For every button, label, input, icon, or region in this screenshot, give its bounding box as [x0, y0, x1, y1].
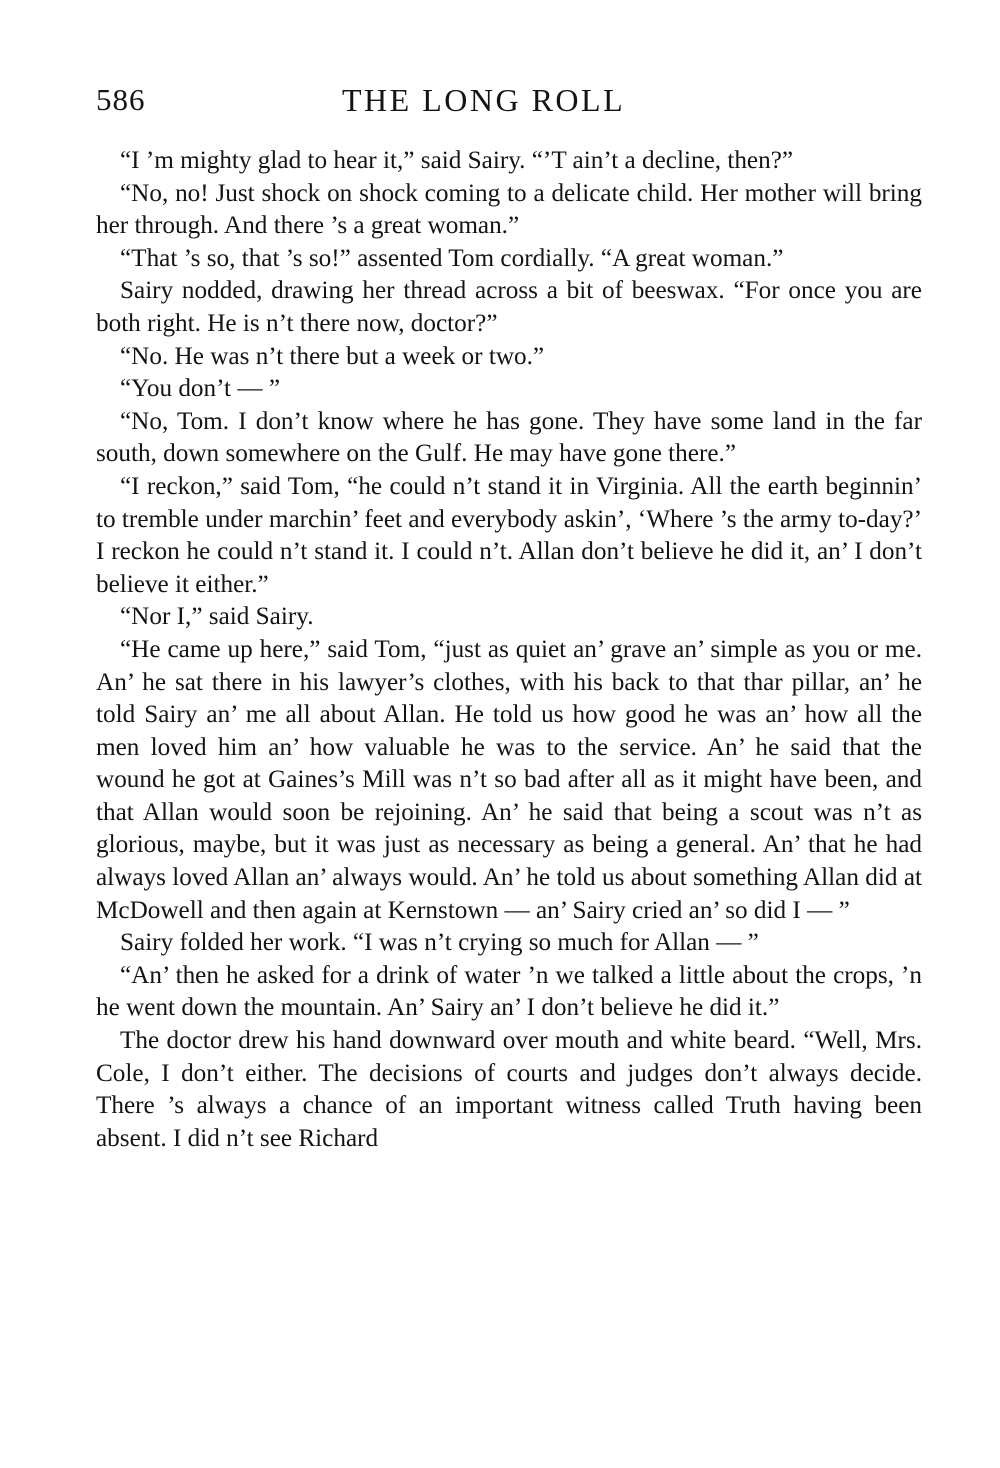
paragraph: “You don’t — ”: [120, 375, 281, 403]
paragraph: “No. He was n’t there but a week or two.”: [120, 342, 545, 370]
paragraph: “I ’m mighty glad to hear it,” said Sairy. “’T ain’t a decline, then?”: [120, 147, 794, 174]
running-title: THE LONG ROLL: [342, 82, 626, 118]
paragraph: “An’ then he asked for a drink of water ’n we talked a little about the crops, ’n he went down the mountain. An’ Sairy an’ I don’t believe he did it.”: [96, 961, 922, 1022]
book-page: [96, 82, 922, 1155]
paragraph: “I reckon,” said Tom, “he could n’t stand it in Virginia. All the earth beginnin’ to tremble under marchin’ feet and everybody askin’, ‘Where ’s the army to-day?’ I reckon he could n’t stand it. I could n’t. Allan don’t believe he did it, an’ I don’t believe it either.”: [96, 472, 922, 598]
paragraph: “Nor I,” said Sairy.: [120, 603, 314, 631]
body-text: [96, 145, 922, 1155]
paragraph: Sairy folded her work. “I was n’t crying so much for Allan — ”: [120, 929, 759, 957]
paragraph: The doctor drew his hand downward over mouth and white beard. “Well, Mrs. Cole, I don’t either. The decisions of courts and judges don’t always decide. There ’s always a chance of an important witness called Truth having been absent. I did n’t see Richard: [96, 1027, 922, 1152]
page-number: 586: [96, 82, 146, 117]
paragraph: “He came up here,” said Tom, “just as quiet an’ grave an’ simple as you or me. An’ he sat there in his lawyer’s clothes, with his back to that thar pillar, an’ he told Sairy an’ me all about Allan. He told us how good he was an’ how all the men loved him an’ how valuable he was to the service. An’ he said that the wound he got at Gaines’s Mill was n’t so bad after all as it might have been, and that Allan would soon be rejoining. An’ he said that being a scout was n’t as glorious, maybe, but it was just as necessary as being a general. An’ that he had always loved Allan an’ always would. An’ he told us about something Allan did at McDowell and then again at Kernstown — an’ Sairy cried an’ so did I — ”: [96, 635, 922, 924]
paragraph: “That ’s so, that ’s so!” assented Tom cordially. “A great woman.”: [120, 244, 784, 272]
page-header: [96, 82, 922, 132]
paragraph: “No, no! Just shock on shock coming to a delicate child. Her mother will bring her through. And there ’s a great woman.”: [96, 179, 922, 240]
paragraph: Sairy nodded, drawing her thread across a bit of beeswax. “For once you are both right. He is n’t there now, doctor?”: [96, 277, 922, 337]
paragraph: “No, Tom. I don’t know where he has gone. They have some land in the far south, down somewhere on the Gulf. He may have gone there.”: [96, 407, 922, 468]
